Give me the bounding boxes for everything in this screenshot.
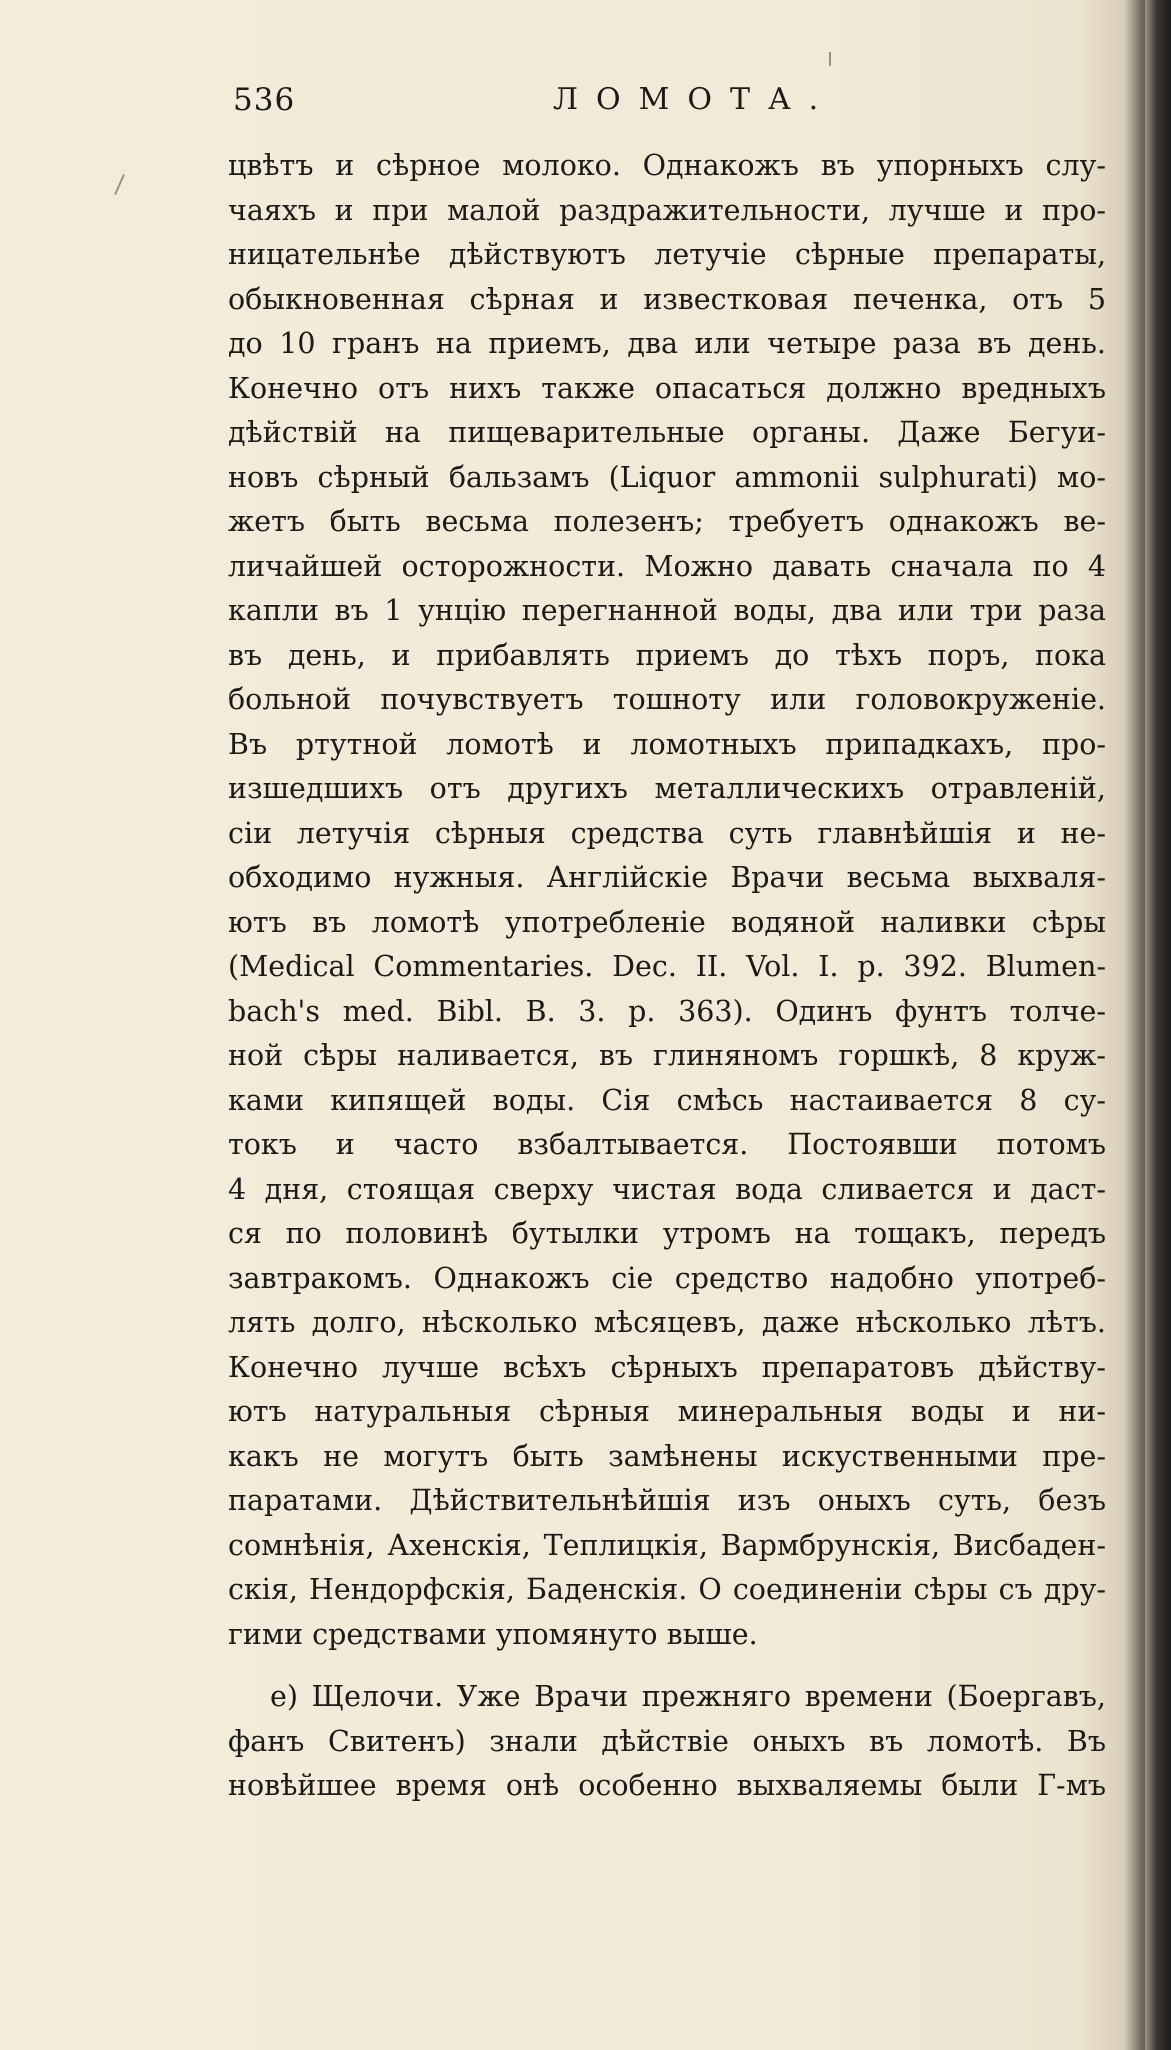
text-line: жетъ быть весьма полезенъ; требуетъ однакожъ ве- [228,505,1106,538]
section-line: е) Щелочи. Уже Врачи прежняго времени (Боергавъ, [270,1680,1106,1713]
text-line: новъ сѣрный бальзамъ (Liquor ammonii sulphurati) мо- [228,460,1106,494]
text-line: ками кипящей воды. Сія смѣсь настаивается 8 су- [228,1083,1106,1117]
text-line: ной сѣры наливается, въ глиняномъ горшкѣ, 8 круж- [228,1039,1106,1072]
running-title: ЛОМОТА. [553,82,837,117]
text-line: чаяхъ и при малой раздражительности, лучше и про- [228,193,1106,227]
text-line: личайшей осторожности. Можно давать сначала по 4 [228,549,1106,583]
text-line: больной почувствуетъ тошноту или головокруженіе. [228,683,1106,716]
text-line: цвѣтъ и сѣрное молоко. Однакожъ въ упорныхъ слу- [228,149,1106,182]
page-number: 536 [233,82,296,118]
text-line: гими средствами упомянуто выше. [228,1617,758,1651]
text-line: дѣйствій на пищеварительные органы. Даже Бегуи- [228,416,1106,449]
text-line: токъ и часто взбалтывается. Постоявши потомъ [228,1128,1106,1161]
text-line: скія, Нендорфскія, Баденскія. О соединеніи сѣры съ дру- [228,1573,1106,1606]
section-line: фанъ Свитенъ) знали дѣйствіе оныхъ въ ломотѣ. Въ [228,1724,1106,1758]
text-line: обыкновенная сѣрная и известковая печенка, отъ 5 [228,282,1106,316]
text-line: 4 дня, стоящая сверху чистая вода сливается и даст- [228,1172,1106,1206]
text-line: Въ ртутной ломотѣ и ломотныхъ припадкахъ, про- [228,727,1106,761]
paragraph-gap [228,1657,1106,1675]
text-line: лять долго, нѣсколько мѣсяцевъ, даже нѣсколько лѣтъ. [228,1306,1106,1339]
text-line: Конечно лучше всѣхъ сѣрныхъ препаратовъ дѣйству- [228,1350,1106,1384]
text-line: до 10 гранъ на приемъ, два или четыре раза въ день. [228,327,1106,360]
text-line: ютъ въ ломотѣ употребленіе водяной наливки сѣры [228,905,1106,939]
text-line: въ день, и прибавлять приемъ до тѣхъ поръ, пока [228,638,1106,672]
binding-shadow [1145,0,1171,2050]
body-text [228,144,1106,1809]
text-line: ницательнѣе дѣйствуютъ летучіе сѣрные препараты, [228,238,1106,271]
text-line: изшедшихъ отъ другихъ металлическихъ отравленій, [228,772,1106,805]
text-line: обходимо нужныя. Англійскіе Врачи весьма выхваля- [228,861,1106,894]
margin-pen-mark [114,174,136,200]
text-line: ютъ натуральныя сѣрныя минеральныя воды и ни- [228,1395,1106,1428]
section-line: новѣйшее время онѣ особенно выхваляемы были Г-мъ [228,1769,1106,1802]
text-line: bach's med. Bibl. B. 3. p. 363). Одинъ фунтъ толче- [228,994,1106,1028]
text-line: какъ не могутъ быть замѣнены искуственными пре- [228,1439,1106,1473]
text-line: сомнѣнія, Ахенскія, Теплицкія, Вармбрунскія, Висбаден- [228,1528,1106,1562]
text-line: Конечно отъ нихъ также опасаться должно вредныхъ [228,371,1106,405]
text-line: сіи летучія сѣрныя средства суть главнѣйшія и не- [228,816,1106,850]
page-header [233,82,1113,132]
text-line: капли въ 1 унцію перегнанной воды, два или три раза [228,594,1106,627]
text-line: завтракомъ. Однакожъ сіе средство надобно употреб- [228,1261,1106,1295]
text-line: (Medical Commentaries. Dec. II. Vol. I. p. 392. Blumen- [228,950,1106,983]
ink-mark [829,52,831,66]
text-line: ся по половинѣ бутылки утромъ на тощакъ, передъ [228,1217,1106,1250]
text-line: паратами. Дѣйствительнѣйшія изъ оныхъ суть, безъ [228,1484,1106,1517]
